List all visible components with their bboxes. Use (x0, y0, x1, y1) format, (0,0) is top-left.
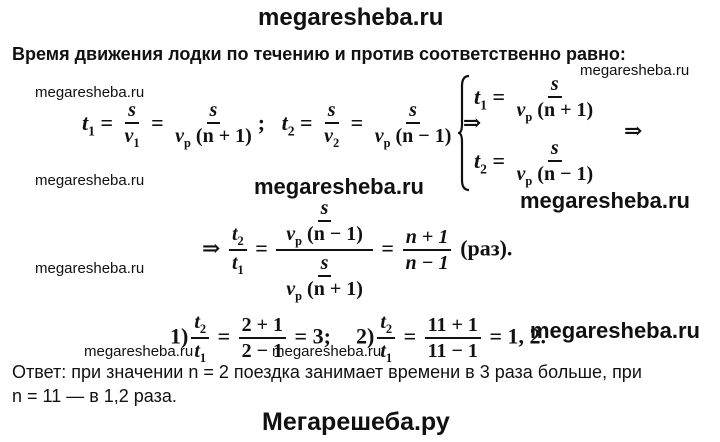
intro-text: Время движения лодки по течению и против соответственно равно: (12, 44, 626, 64)
fraction: $\frac{n + 1}{n - 1}$ (402, 227, 451, 274)
fraction: $\frac{2 + 1}{2 - 1}$ (239, 315, 286, 362)
implies-arrow: ⇒ (624, 118, 643, 143)
fraction: $\frac{s}{v_2}$ (324, 99, 340, 150)
fraction: $\frac{t_2}{t_1}$ (377, 312, 395, 365)
watermark: megaresheba.ru (35, 172, 145, 189)
watermark: megaresheba.ru (254, 174, 424, 199)
watermark: megaresheba.ru (272, 343, 382, 360)
watermark: megaresheba.ru (520, 188, 690, 213)
watermark: megaresheba.ru (35, 84, 145, 101)
fraction: $\frac{11 + 1}{11 - 1}$ (425, 315, 481, 362)
ratio-formula: ⇒ $\frac{t_2}{t_1}$ = $\frac{\frac{s}{v_р (n - 1)}}{\frac{s}{v_р (n + 1)}}$ = $\frac{n + 1}{n - 1}$ (раз). (202, 197, 513, 304)
fraction: $\frac{s}{v_р (n + 1)}$ (175, 99, 252, 150)
compound-fraction (276, 198, 373, 303)
watermark: megaresheba.ru (580, 62, 690, 79)
formula-row-1: $t_1$ = $\frac{s}{v_1}$ = $\frac{s}{v_р (n + 1)}$ ; $t_2$ = $\frac{s}{v_2}$ = $\frac{s}{v_р (n - 1)}$ ⇒ (82, 99, 482, 150)
fraction: $\frac{s}{v_р (n - 1)}$ (374, 99, 452, 150)
system-line-2: $t_2$ = $\frac{s}{v_р (n - 1)}$ (474, 138, 599, 188)
fraction: $\frac{s}{v_1}$ (124, 99, 140, 150)
system-brace-icon (458, 74, 470, 192)
example-1: 1) $\frac{t_2}{t_1}$ = $\frac{2 + 1}{2 - 1}$ = 3; (170, 311, 331, 366)
watermark: megaresheba.ru (84, 343, 194, 360)
fraction: $\frac{t_2}{t_1}$ (191, 312, 209, 365)
header-watermark: megaresheba.ru (258, 4, 444, 31)
fraction: $\frac{s}{v_р (n - 1)}$ (516, 137, 594, 188)
answer-line-2: n = 11 — в 1,2 раза. (12, 386, 177, 406)
fraction: $\frac{t_2}{t_1}$ (229, 224, 247, 277)
system-line-1: $t_1$ = $\frac{s}{v_р (n + 1)}$ (474, 74, 599, 124)
watermark: megaresheba.ru (35, 260, 145, 277)
footer-watermark: Мегарешеба.ру (262, 408, 450, 436)
fraction: $\frac{s}{v_р (n + 1)}$ (516, 73, 594, 124)
fraction: $\frac{s}{v_р (n - 1)}$ (286, 197, 363, 248)
example-2: 2) $\frac{t_2}{t_1}$ = $\frac{11 + 1}{11 - 1}$ = 1, 2. (356, 311, 546, 366)
answer-line-1: Ответ: при значении n = 2 поездка занимает времени в 3 раза больше, при (12, 362, 642, 382)
watermark: megaresheba.ru (530, 318, 700, 343)
fraction: $\frac{s}{v_р (n + 1)}$ (286, 252, 363, 304)
